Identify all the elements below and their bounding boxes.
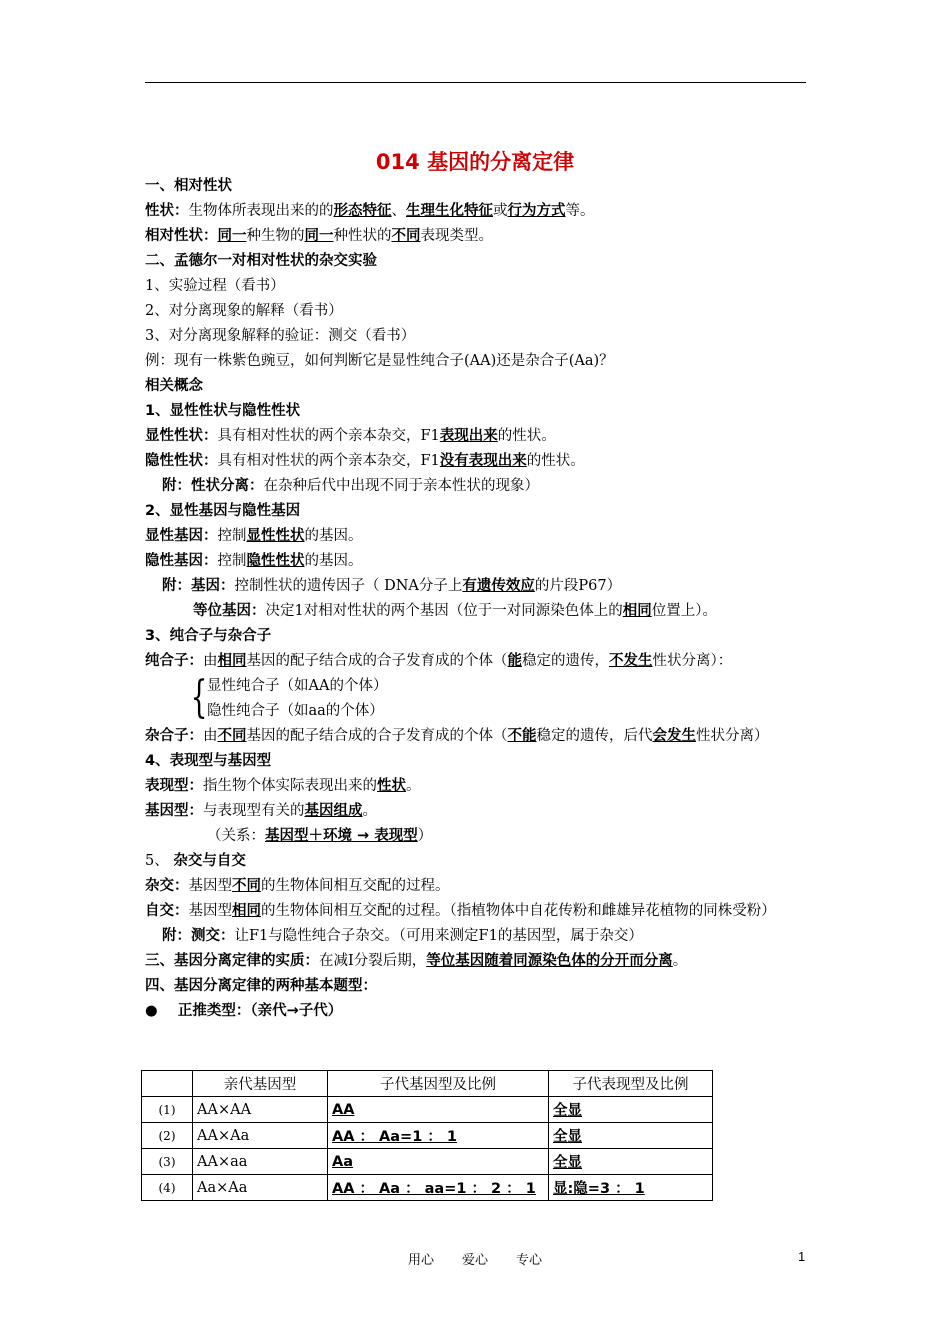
header-rule (145, 82, 806, 83)
def-zahezi: 杂合子：由不同基因的配子结合成的合子发育成的个体（不能稳定的遗传，后代会发生性状分离） (145, 728, 769, 744)
section-2-heading: 二、孟德尔一对相对性状的杂交实验 (145, 253, 377, 269)
note-jiyin: 附：基因：控制性状的遗传因子（ DNA分子上有遗传效应的片段P67） (162, 578, 622, 594)
bullet-line: ● 正推类型：（亲代→子代） (145, 1003, 343, 1019)
note-cejiao: 附：测交：让F1与隐性纯合子杂交。（可用来测定F1的基因型，属于杂交） (162, 928, 643, 944)
list-item: 显性纯合子（如AA的个体） (207, 678, 388, 694)
section-1-heading: 一、相对性状 (145, 178, 232, 194)
def-chunhezi: 纯合子：由相同基因的配子结合成的合子发育成的个体（能稳定的遗传，不发生性状分离）： (145, 653, 733, 669)
table-header-row: 亲代基因型 子代基因型及比例 子代表现型及比例 (142, 1071, 713, 1097)
list-item: 1、实验过程（看书） (145, 278, 285, 294)
list-item: 3、对分离现象解释的验证：测交（看书） (145, 328, 416, 344)
table-row: (1) AA×AA AA 全显 (142, 1097, 713, 1123)
subheading-5: 5、 杂交与自交 (145, 853, 246, 869)
table-row: (4) Aa×Aa AA ： Aa ： aa=1 ： 2 ： 1 显:隐=3 ： 1 (142, 1175, 713, 1201)
subheading-2: 2、显性基因与隐性基因 (145, 503, 301, 519)
chunhezi-sublist (145, 674, 810, 724)
table-row: (2) AA×Aa AA ： Aa=1 ： 1 全显 (142, 1123, 713, 1149)
section-3-heading: 三、基因分离定律的实质：在减Ⅰ分裂后期，等位基因随着同源染色体的分开而分离。 (145, 953, 688, 969)
list-item: 隐性纯合子（如aa的个体） (207, 703, 384, 719)
def-xiangdui-xingzhuang: 相对性状：同一种生物的同一种性状的不同表现类型。 (145, 228, 493, 244)
def-biaoxianxing: 表现型：指生物个体实际表现出来的性状。 (145, 778, 421, 794)
page-number: 1 (798, 1249, 806, 1264)
bullet-icon: ● (145, 1003, 158, 1019)
table-row: (3) AA×aa Aa 全显 (142, 1149, 713, 1175)
page-footer: 用心 爱心 专心 (407, 1253, 543, 1268)
concepts-heading: 相关概念 (145, 378, 203, 394)
def-xianxing-xingzhuang: 显性性状：具有相对性状的两个亲本杂交，F1表现出来的性状。 (145, 428, 556, 444)
note-xingzhuang-fenli: 附：性状分离：在杂种后代中出现不同于亲本性状的现象） (162, 478, 539, 494)
relation-note: （关系：基因型＋环境 → 表现型） (207, 828, 433, 844)
subheading-1: 1、显性性状与隐性性状 (145, 403, 301, 419)
subheading-3: 3、纯合子与杂合子 (145, 628, 272, 644)
def-yinxing-xingzhuang: 隐性性状：具有相对性状的两个亲本杂交，F1没有表现出来的性状。 (145, 453, 585, 469)
section-4-heading: 四、基因分离定律的两种基本题型： (145, 978, 377, 994)
subheading-4: 4、表现型与基因型 (145, 753, 272, 769)
note-dengwei-jiyin: 等位基因：决定1对相对性状的两个基因（位于一对同源染色体上的相同位置上）。 (193, 603, 717, 619)
def-jiyinxing: 基因型：与表现型有关的基因组成。 (145, 803, 377, 819)
list-item: 2、对分离现象的解释（看书） (145, 303, 343, 319)
example-question: 例：现有一株紫色豌豆，如何判断它是显性纯合子(AA)还是杂合子(Aa)？ (145, 353, 614, 369)
page-title: 014 基因的分离定律 (375, 150, 575, 174)
def-zajiao: 杂交：基因型不同的生物体间相互交配的过程。 (145, 878, 450, 894)
document-body (145, 174, 810, 1024)
brace-icon: { (190, 672, 208, 723)
def-xianxing-jiyin: 显性基因：控制显性性状的基因。 (145, 528, 363, 544)
genotype-table (141, 1070, 713, 1201)
def-yinxing-jiyin: 隐性基因：控制隐性性状的基因。 (145, 553, 363, 569)
def-zijiao: 自交：基因型相同的生物体间相互交配的过程。（指植物体中自花传粉和雌雄异花植物的同株受粉） (145, 903, 776, 919)
def-xingzhuang: 性状：生物体所表现出来的的形态特征、生理生化特征或行为方式等。 (145, 203, 595, 219)
